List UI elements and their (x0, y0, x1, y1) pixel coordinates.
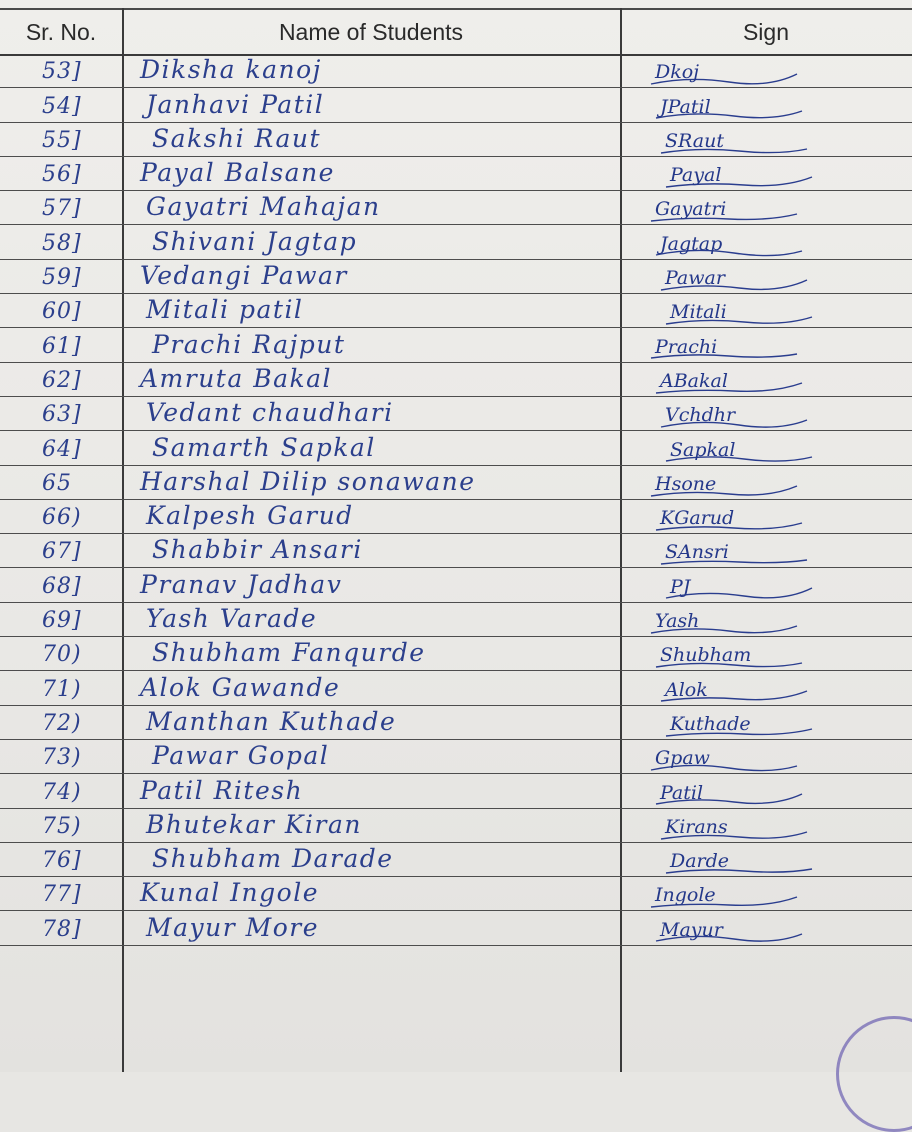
serial-number: 72) (42, 710, 82, 736)
sign-cell (625, 774, 910, 807)
sign-cell (625, 363, 910, 396)
sign-cell (625, 397, 910, 430)
table-row (0, 397, 912, 431)
signature: Shubham (660, 644, 752, 667)
student-name: Alok Gawande (140, 672, 341, 702)
table-row (0, 877, 912, 911)
signature: Alok (665, 678, 708, 701)
table-row (0, 534, 912, 568)
sign-cell (625, 123, 910, 156)
serial-number: 61] (42, 333, 82, 359)
serial-number: 78] (42, 916, 82, 942)
table-row (0, 843, 912, 877)
student-name: Shabbir Ansari (152, 535, 363, 565)
signature: SRaut (665, 129, 724, 152)
sign-cell (625, 466, 910, 499)
serial-number: 77] (42, 882, 82, 908)
table-row (0, 225, 912, 259)
serial-number: 65 (42, 470, 72, 496)
sign-cell (625, 328, 910, 361)
sign-cell (625, 157, 910, 190)
student-name: Payal Balsane (140, 158, 335, 188)
student-name: Shivani Jagtap (152, 226, 358, 256)
signature: Pawar (665, 267, 725, 290)
student-name: Sakshi Raut (152, 123, 322, 153)
header-name: Name of Students (278, 19, 464, 45)
sign-cell (625, 534, 910, 567)
student-name: Kunal Ingole (140, 878, 319, 908)
table-row (0, 568, 912, 602)
serial-number: 62] (42, 367, 82, 393)
table-row (0, 328, 912, 362)
sign-cell (625, 260, 910, 293)
college-stamp (836, 1016, 912, 1132)
serial-number: 53] (42, 59, 82, 85)
sign-cell (625, 843, 910, 876)
signature: SAnsri (665, 541, 729, 564)
student-name: Gayatri Mahajan (146, 192, 381, 222)
sign-cell (625, 911, 910, 944)
table-row (0, 191, 912, 225)
signature: Prachi (655, 335, 718, 358)
student-name: Mitali patil (146, 295, 304, 325)
serial-number: 64] (42, 436, 82, 462)
header-sr-no: Sr. No. (25, 19, 97, 45)
student-name: Amruta Bakal (140, 363, 333, 393)
signature: Sapkal (670, 438, 736, 461)
serial-number: 66) (42, 505, 82, 531)
sign-cell (625, 671, 910, 704)
serial-number: 58] (42, 230, 82, 256)
signature: Mayur (660, 918, 723, 941)
student-name: Harshal Dilip sonawane (140, 466, 476, 496)
signature: PJ (670, 575, 691, 598)
table-row (0, 603, 912, 637)
sign-cell (625, 54, 910, 87)
sign-cell (625, 603, 910, 636)
serial-number: 76] (42, 848, 82, 874)
student-name: Diksha kanoj (140, 55, 322, 85)
table-row (0, 809, 912, 843)
student-name: Mayur More (146, 912, 320, 942)
sign-cell (625, 225, 910, 258)
student-name: Manthan Kuthade (146, 706, 397, 736)
sign-cell (625, 294, 910, 327)
table-row (0, 637, 912, 671)
sign-cell (625, 191, 910, 224)
table-row (0, 740, 912, 774)
table-row (0, 123, 912, 157)
sign-cell (625, 740, 910, 773)
table-row (0, 294, 912, 328)
sign-cell (625, 706, 910, 739)
sign-cell (625, 88, 910, 121)
student-name: Pranav Jadhav (140, 569, 343, 599)
student-name: Vedangi Pawar (140, 261, 348, 291)
table-row (0, 157, 912, 191)
header-sign: Sign (742, 19, 790, 45)
serial-number: 60] (42, 299, 82, 325)
student-name: Shubham Fanqurde (152, 638, 426, 668)
table-row (0, 466, 912, 500)
table-row (0, 363, 912, 397)
serial-number: 74) (42, 779, 82, 805)
sign-cell (625, 431, 910, 464)
signature: Ingole (655, 884, 716, 907)
signature: Gpaw (655, 747, 710, 770)
signature: KGarud (660, 507, 735, 530)
signature: Dkoj (655, 61, 700, 84)
sign-cell (625, 568, 910, 601)
student-name: Samarth Sapkal (152, 432, 376, 462)
signature: Kirans (665, 815, 728, 838)
serial-number: 71) (42, 676, 82, 702)
table-body (0, 54, 912, 946)
student-name: Vedant chaudhari (146, 398, 394, 428)
sign-cell (625, 500, 910, 533)
student-name: Patil Ritesh (140, 775, 304, 805)
table-row (0, 54, 912, 88)
table-row (0, 774, 912, 808)
serial-number: 69] (42, 608, 82, 634)
signature: ABakal (660, 369, 728, 392)
signature: Hsone (655, 472, 717, 495)
signature: Jagtap (660, 232, 723, 255)
signature: JPatil (660, 95, 711, 118)
student-name: Yash Varade (146, 604, 318, 634)
sign-cell (625, 877, 910, 910)
serial-number: 57] (42, 196, 82, 222)
table-row (0, 260, 912, 294)
signature: Gayatri (655, 198, 727, 221)
student-name: Pawar Gopal (152, 741, 330, 771)
table-row (0, 431, 912, 465)
serial-number: 68] (42, 573, 82, 599)
table-header (0, 8, 912, 56)
table-row (0, 671, 912, 705)
signature: Darde (670, 850, 730, 873)
signature: Vchdhr (665, 404, 736, 427)
signature: Mitali (670, 301, 727, 324)
serial-number: 63] (42, 402, 82, 428)
signature: Yash (655, 610, 700, 633)
signature: Payal (670, 164, 722, 187)
serial-number: 75) (42, 813, 82, 839)
signature: Kuthade (670, 712, 751, 735)
student-name: Bhutekar Kiran (146, 809, 362, 839)
sign-cell (625, 637, 910, 670)
table-row (0, 500, 912, 534)
serial-number: 56] (42, 162, 82, 188)
serial-number: 67] (42, 539, 82, 565)
serial-number: 55] (42, 127, 82, 153)
table-row (0, 911, 912, 945)
serial-number: 73) (42, 745, 82, 771)
signature: Patil (660, 781, 704, 804)
serial-number: 70) (42, 642, 82, 668)
sign-cell (625, 809, 910, 842)
student-name: Janhavi Patil (146, 89, 325, 119)
student-name: Shubham Darade (152, 844, 394, 874)
table-row (0, 706, 912, 740)
student-name: Prachi Rajput (152, 329, 346, 359)
serial-number: 54] (42, 93, 82, 119)
serial-number: 59] (42, 265, 82, 291)
table-row (0, 88, 912, 122)
student-name: Kalpesh Garud (146, 501, 354, 531)
